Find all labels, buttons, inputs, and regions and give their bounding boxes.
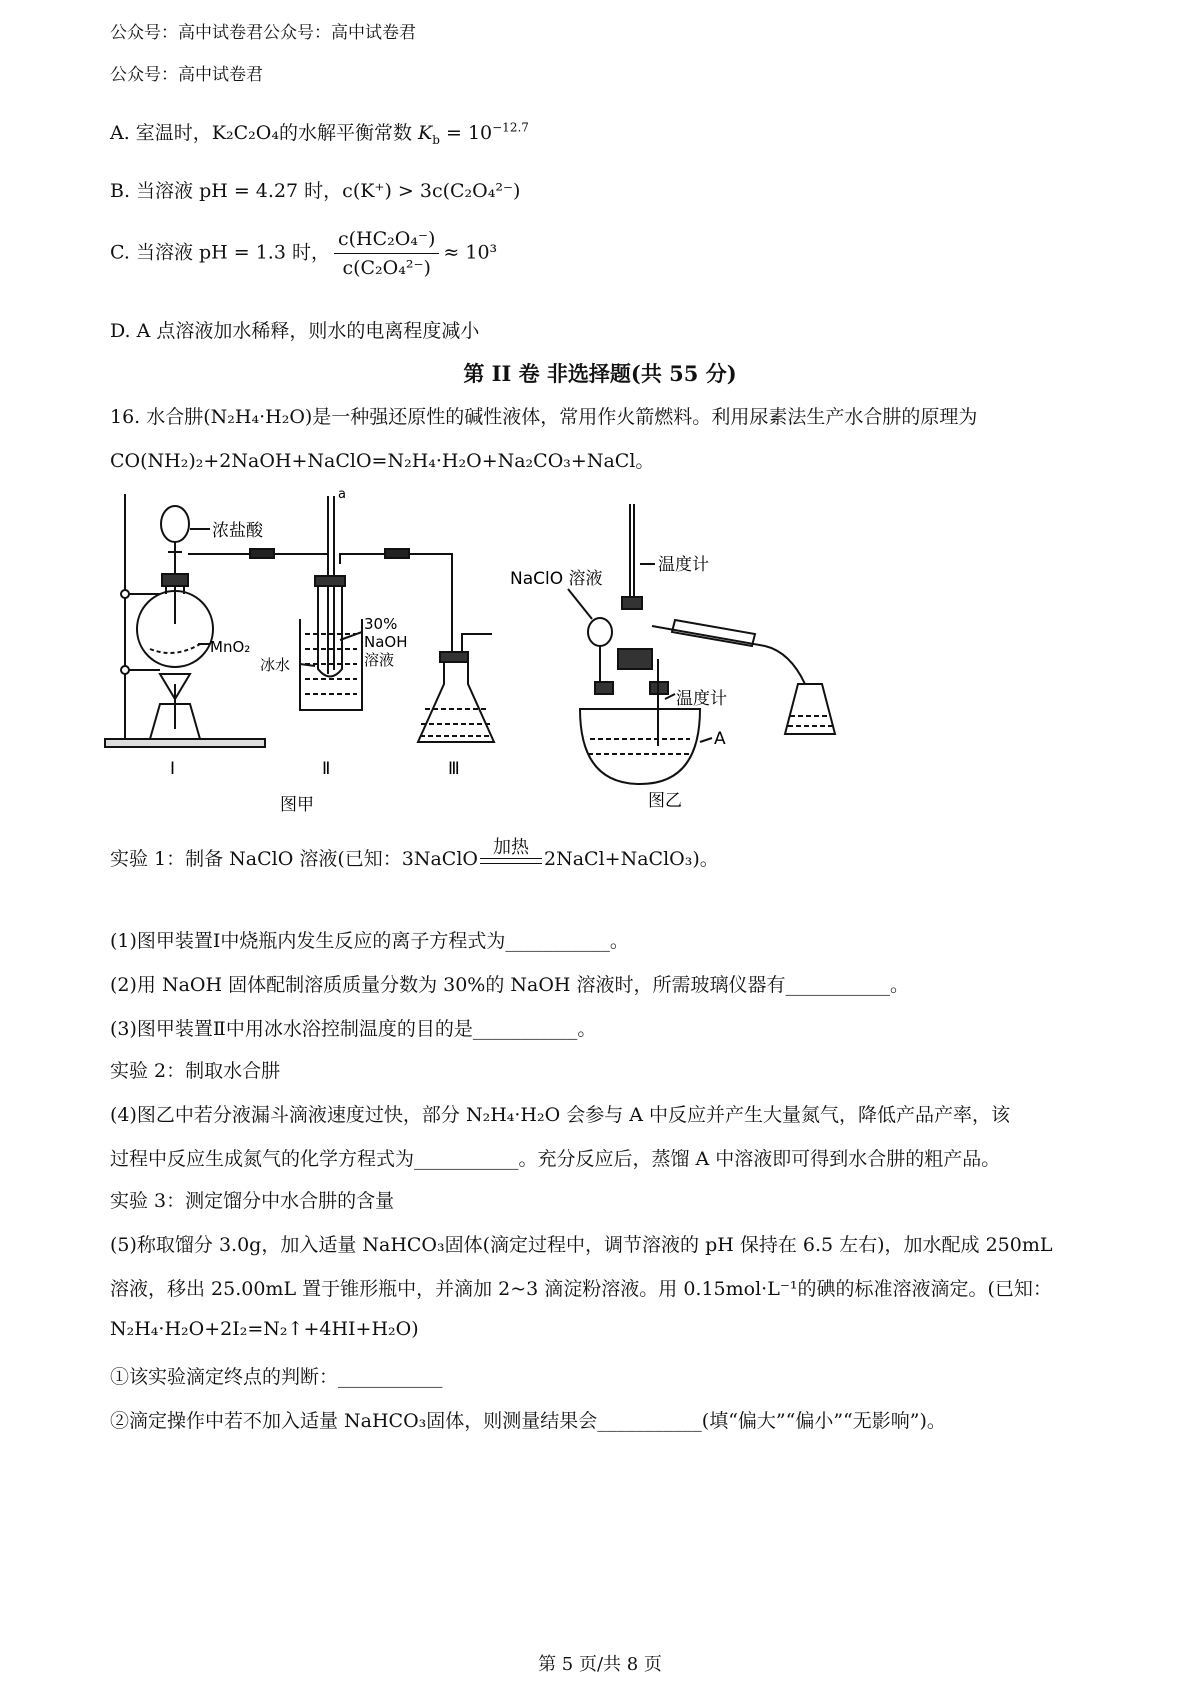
watermark-line-2: 公众号：高中试卷君: [110, 65, 263, 85]
option-c-prefix: C. 当溶液 pH = 1.3 时，: [110, 241, 330, 264]
option-a-exp: −12.7: [492, 120, 529, 135]
caption-yi: 图乙: [648, 791, 682, 811]
exp1-prefix: 实验 1：制备 NaClO 溶液(已知：3NaClO: [110, 848, 478, 870]
label-A: A: [714, 729, 726, 749]
question-5-line-2: 溶液，移出 25.00mL 置于锥形瓶中，并滴加 2~3 滴淀粉溶液。用 0.15mol·L⁻¹的碘的标准溶液滴定。(已知：: [110, 1278, 1052, 1300]
q16-line-1: 16. 水合肼(N₂H₄·H₂O)是一种强还原性的碱性液体，常用作火箭燃料。利用尿素法生产水合肼的原理为: [110, 406, 978, 428]
label-conc-hcl: 浓盐酸: [212, 521, 263, 541]
option-c: [110, 228, 497, 279]
label-iii: Ⅲ: [448, 759, 460, 779]
exp1-suffix: 2NaCl+NaClO₃)。: [544, 848, 719, 870]
option-a: [110, 118, 529, 147]
option-c-suffix: ≈ 10³: [443, 241, 498, 264]
equals-arrow: [480, 858, 542, 864]
option-a-const-sub: b: [432, 132, 440, 147]
question-2: (2)用 NaOH 固体配制溶质质量分数为 30%的 NaOH 溶液时，所需玻璃仪器有___________。: [110, 974, 910, 996]
option-b-prefix: B. 当溶液 pH = 4.27 时，: [110, 180, 343, 202]
question-3: (3)图甲装置Ⅱ中用冰水浴控制温度的目的是___________。: [110, 1018, 597, 1040]
caption-jia: 图甲: [280, 795, 314, 815]
exp1-line: [110, 838, 719, 871]
option-a-text: 的水解平衡常数: [278, 122, 412, 144]
option-a-formula: K₂C₂O₄: [211, 122, 279, 144]
page-footer: 第 5 页/共 8 页: [538, 1654, 662, 1675]
option-b-expr: c(K⁺) > 3c(C₂O₄²⁻): [342, 180, 521, 202]
option-c-fraction: [334, 228, 439, 279]
label-naoh: NaOH: [364, 633, 408, 651]
option-c-numerator: c(HC₂O₄⁻): [334, 228, 439, 254]
label-thermometer-2: 温度计: [676, 689, 727, 709]
option-a-value: = 10: [445, 122, 493, 144]
option-b: [110, 176, 520, 203]
experiment-2-heading: 实验 2：制取水合肼: [110, 1060, 281, 1082]
question-5-line-3: N₂H₄·H₂O+2I₂=N₂↑+4HI+H₂O): [110, 1318, 419, 1340]
label-thermometer-1: 温度计: [658, 555, 709, 575]
label-mno2: MnO₂: [210, 638, 251, 656]
option-d: D. A 点溶液加水稀释，则水的电离程度减小: [110, 320, 480, 342]
question-5-sub-2: ②滴定操作中若不加入适量 NaHCO₃固体，则测量结果会___________(填“偏大”“偏小”“无影响”)。: [110, 1410, 946, 1432]
apparatus-figure: [100, 484, 930, 824]
section-title: 第 II 卷 非选择题(共 55 分): [463, 361, 737, 386]
apparatus-iii: [418, 634, 494, 742]
apparatus-ii: [300, 496, 385, 710]
option-c-denominator: c(C₂O₄²⁻): [342, 257, 431, 279]
experiment-3-heading: 实验 3：测定馏分中水合肼的含量: [110, 1190, 395, 1212]
option-a-prefix: A. 室温时，: [110, 122, 212, 144]
heating-condition: 加热: [493, 837, 529, 858]
question-4-line-2: 过程中反应生成氮气的化学方程式为___________。充分反应后，蒸馏 A 中溶液即可得到水合肼的粗产品。: [110, 1148, 1001, 1170]
option-a-const: K: [418, 122, 433, 144]
question-5-line-1: (5)称取馏分 3.0g，加入适量 NaHCO₃固体(滴定过程中，调节溶液的 pH 保持在 6.5 左右)，加水配成 250mL: [110, 1234, 1053, 1256]
question-1: (1)图甲装置Ⅰ中烧瓶内发生反应的离子方程式为___________。: [110, 930, 629, 952]
label-solution: 溶液: [364, 651, 395, 669]
label-naoh-pct: 30%: [364, 615, 398, 633]
label-i: Ⅰ: [170, 759, 176, 779]
label-ii: Ⅱ: [322, 759, 331, 779]
apparatus-yi: [568, 504, 835, 784]
label-ice-water: 冰水: [260, 656, 291, 674]
label-naclo: NaClO 溶液: [510, 569, 603, 589]
heating-condition-arrow: [480, 838, 542, 871]
q16-line-2: CO(NH₂)₂+2NaOH+NaClO=N₂H₄·H₂O+Na₂CO₃+NaCl。: [110, 450, 655, 472]
question-5-sub-1: ①该实验滴定终点的判断：___________: [110, 1366, 443, 1388]
watermark-line-1: 公众号：高中试卷君公众号：高中试卷君: [110, 23, 416, 43]
label-a: a: [338, 487, 346, 502]
question-4-line-1: (4)图乙中若分液漏斗滴液速度过快，部分 N₂H₄·H₂O 会参与 A 中反应并产生大量氮气，降低产品产率，该: [110, 1104, 1011, 1126]
